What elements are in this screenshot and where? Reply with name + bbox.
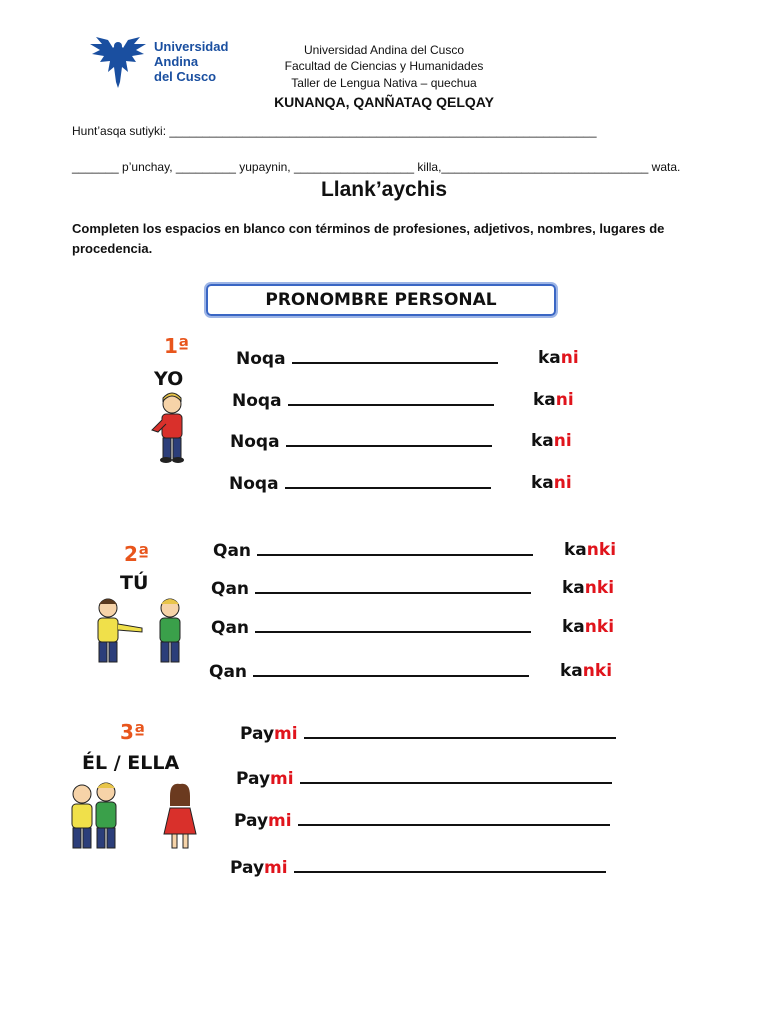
suffix-yo-3: [531, 431, 572, 451]
boy-girl-third-person-icon: [66, 782, 206, 854]
logo-text-line-1: Universidad: [154, 39, 229, 54]
suffix-yo-2: [533, 390, 574, 410]
row-word: Noqa: [229, 474, 279, 494]
row-yo-2: [232, 390, 494, 411]
suffix-stem: ka: [562, 617, 585, 637]
row-ending: mi: [274, 724, 298, 744]
two-boys-pointing-icon: [90, 596, 194, 668]
suffix-yo-1: [538, 348, 579, 368]
answer-blank[interactable]: [300, 768, 612, 784]
pronoun-el-ella: ÉL / ELLA: [82, 752, 180, 774]
row-tu-2: [211, 578, 531, 599]
row-el-2: [236, 768, 612, 789]
row-ending: mi: [264, 858, 288, 878]
row-word: Noqa: [236, 349, 286, 369]
row-word: Qan: [209, 662, 248, 682]
suffix-ending: ni: [560, 348, 579, 368]
ordinal-second: 2ª: [124, 542, 150, 566]
row-stem: Pay: [236, 769, 271, 789]
suffix-tu-1: [564, 540, 616, 560]
row-ending: mi: [268, 811, 292, 831]
suffix-ending: ni: [555, 390, 574, 410]
suffix-ending: nki: [584, 578, 615, 598]
answer-blank[interactable]: [286, 431, 492, 447]
suffix-stem: ka: [560, 661, 583, 681]
answer-blank[interactable]: [285, 473, 491, 489]
row-el-4: [230, 857, 606, 878]
row-yo-3: [230, 431, 492, 452]
document-title: KUNANQA, QANÑATAQ QELQAY: [274, 94, 494, 110]
row-tu-1: [213, 540, 533, 561]
pronoun-tu: TÚ: [120, 572, 149, 594]
section-title: Llank’aychis: [320, 178, 448, 201]
row-ending: mi: [270, 769, 294, 789]
row-word: Noqa: [232, 391, 282, 411]
row-tu-3: [211, 617, 531, 638]
row-word: Qan: [211, 618, 250, 638]
suffix-stem: ka: [531, 431, 554, 451]
student-name-field[interactable]: Hunt’asqa sutiyki: ________________________________________________________________: [72, 124, 597, 138]
answer-blank[interactable]: [294, 857, 606, 873]
row-el-1: [240, 723, 616, 744]
picture-tu: [80, 540, 198, 670]
logo-text-line-3: del Cusco: [154, 69, 217, 84]
suffix-stem: ka: [531, 473, 554, 493]
answer-blank[interactable]: [288, 390, 494, 406]
suffix-tu-3: [562, 617, 614, 637]
suffix-stem: ka: [562, 578, 585, 598]
answer-blank[interactable]: [255, 578, 531, 594]
suffix-ending: nki: [584, 617, 615, 637]
answer-blank[interactable]: [292, 348, 498, 364]
pronoun-yo: YO: [154, 368, 184, 390]
picture-el-ella: [62, 718, 212, 858]
row-yo-1: [236, 348, 498, 369]
instructions: Completen los espacios en blanco con términos de profesiones, adjetivos, nombres, lugares de procedencia.: [72, 221, 665, 256]
row-stem: Pay: [240, 724, 275, 744]
answer-blank[interactable]: [298, 810, 610, 826]
suffix-tu-4: [560, 661, 612, 681]
row-yo-4: [229, 473, 491, 494]
date-field[interactable]: _______ p’unchay, _________ yupaynin, __________________ killa,_______________________________ wata.: [72, 160, 681, 174]
suffix-ending: ni: [553, 431, 572, 451]
ordinal-first: 1ª: [164, 334, 190, 358]
suffix-stem: ka: [538, 348, 561, 368]
header-workshop: Taller de Lengua Nativa – quechua: [291, 76, 477, 90]
logo-text-line-2: Andina: [154, 54, 199, 69]
row-el-3: [234, 810, 610, 831]
row-word: Noqa: [230, 432, 280, 452]
suffix-yo-4: [531, 473, 572, 493]
suffix-ending: ni: [553, 473, 572, 493]
answer-blank[interactable]: [255, 617, 531, 633]
row-stem: Pay: [234, 811, 269, 831]
suffix-tu-2: [562, 578, 614, 598]
boy-pointing-self-icon: [148, 392, 192, 464]
answer-blank[interactable]: [304, 723, 616, 739]
answer-blank[interactable]: [257, 540, 533, 556]
row-stem: Pay: [230, 858, 265, 878]
answer-blank[interactable]: [253, 661, 529, 677]
suffix-stem: ka: [533, 390, 556, 410]
ordinal-third: 3ª: [120, 720, 146, 744]
row-word: Qan: [213, 541, 252, 561]
pronoun-heading-box: PRONOMBRE PERSONAL: [206, 284, 556, 316]
row-word: Qan: [211, 579, 250, 599]
suffix-ending: nki: [586, 540, 617, 560]
header-faculty: Facultad de Ciencias y Humanidades: [284, 59, 484, 73]
row-tu-4: [209, 661, 529, 682]
header-university: Universidad Andina del Cusco: [303, 43, 465, 57]
picture-yo: [118, 332, 198, 466]
suffix-stem: ka: [564, 540, 587, 560]
suffix-ending: nki: [582, 661, 613, 681]
